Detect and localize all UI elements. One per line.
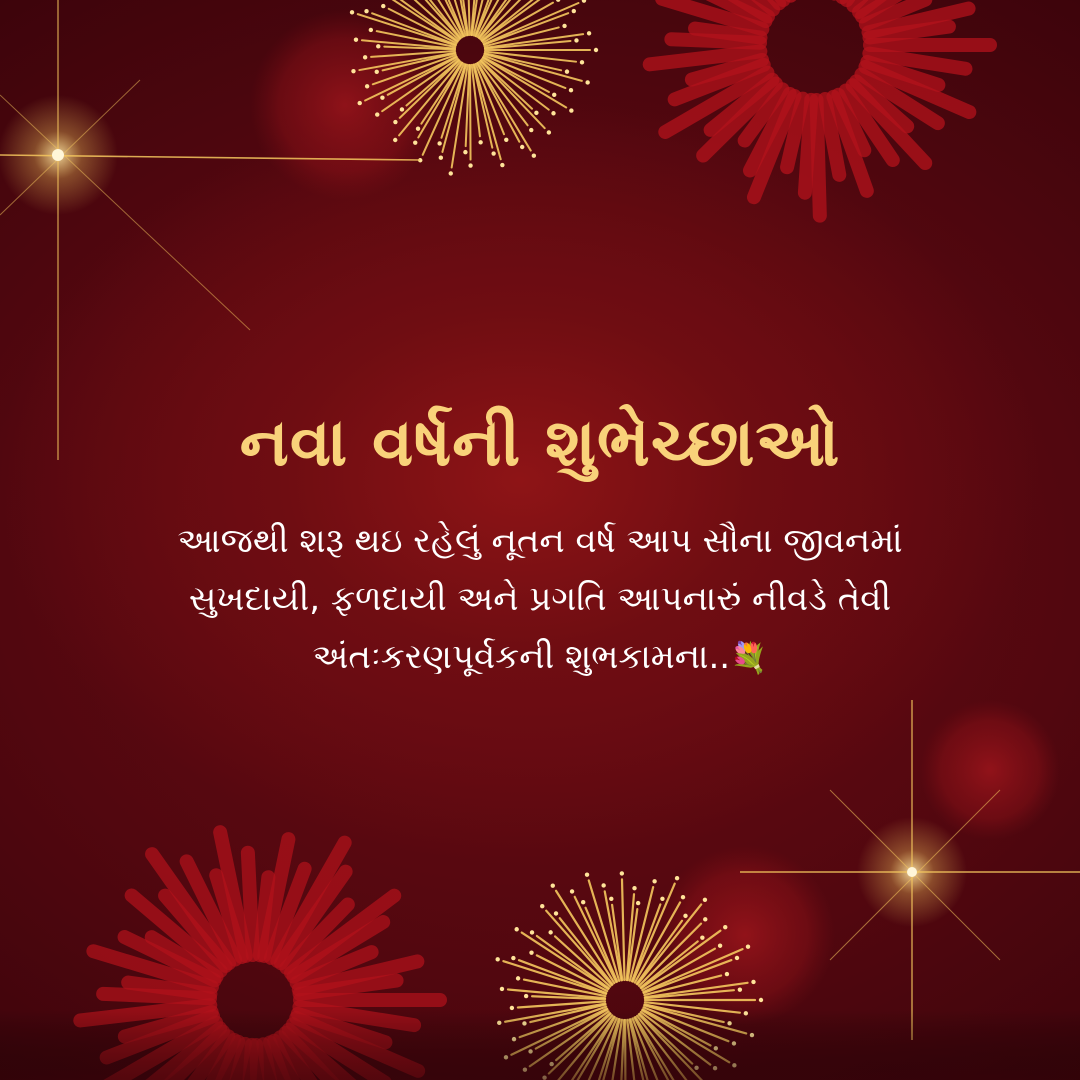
red-firework-icon	[650, 0, 990, 216]
message-line-3	[60, 628, 1020, 688]
message-line-1: આજથી શરૂ થઇ રહેલું નૂતન વર્ષ આપ સૌના જીવનમાં	[177, 521, 903, 561]
message-line-3-text: અંતઃકરણપૂર્વકની શુભકામના..	[312, 637, 731, 677]
message	[60, 512, 1020, 688]
message-line-2: સુખદાયી, ફળદાયી અને પ્રગતિ આપનારું નીવડે તેવી	[188, 579, 892, 619]
headline: નવા વર્ષની શુભેચ્છાઓ	[239, 404, 841, 481]
bouquet-icon: 💐	[730, 641, 768, 676]
bokeh-circle-icon	[920, 700, 1060, 840]
